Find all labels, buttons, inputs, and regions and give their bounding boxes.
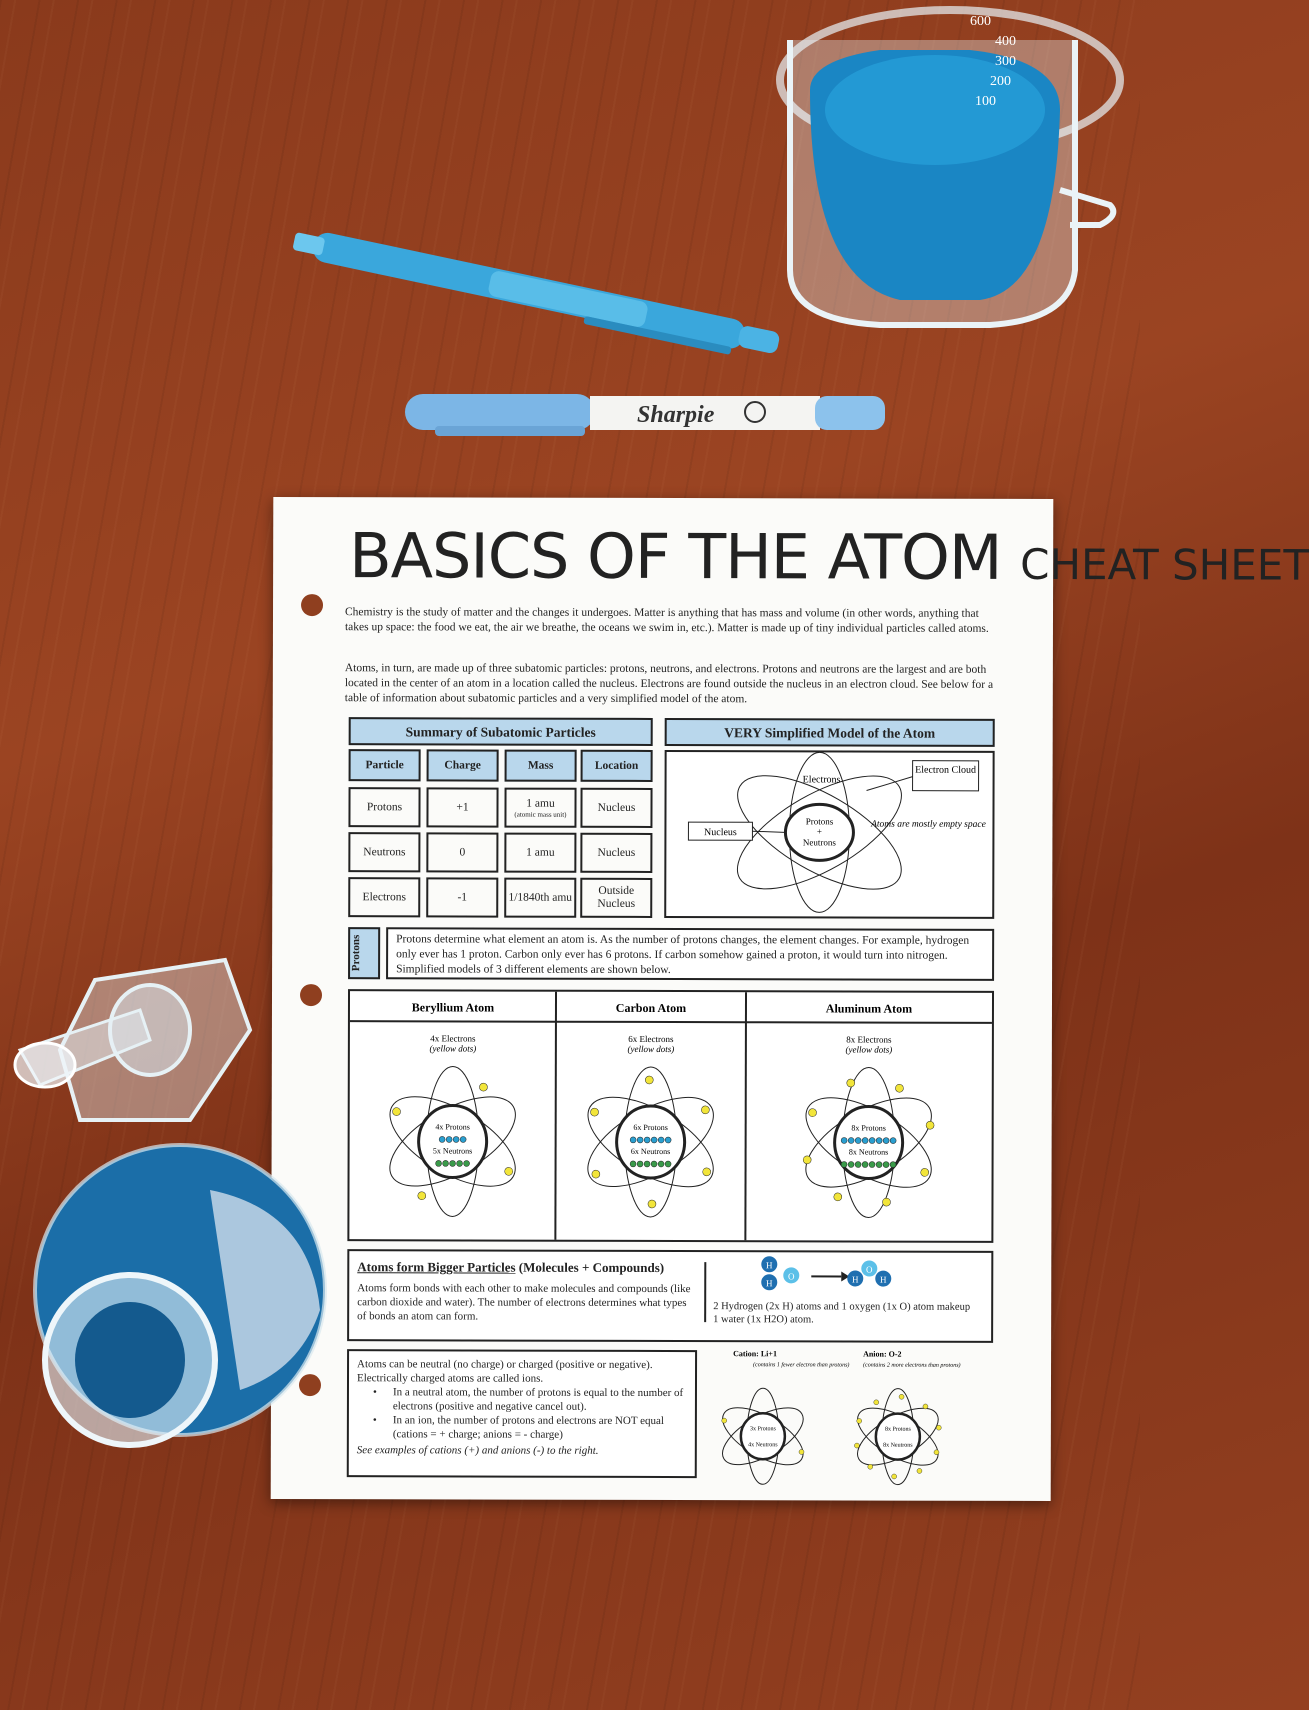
svg-text:H: H [765,1278,773,1289]
electron-dot [921,1168,929,1176]
anion-note: (contains 2 more electrons than protons) [863,1362,961,1369]
proton-dot [890,1138,896,1144]
cell-charge: +1 [426,787,498,827]
cation-label: Cation: Li+1 [733,1349,777,1359]
ions-bullet: • In an ion, the number of protons and electrons are NOT equal (cations = + charge; anions = - charge) [372,1414,664,1441]
proton-dot [637,1137,643,1143]
mass-note: (atomic mass unit) [514,810,567,819]
proton-dot [841,1137,847,1143]
element-neutrons: 5x Neutrons [432,1146,473,1156]
neutron-dot [630,1161,636,1167]
cell-location: Nucleus [580,788,652,828]
cell-mass: 1 amu (atomic mass unit) [504,788,576,828]
model-center-protons: Protons [805,816,834,827]
protons-text: Protons determine what element an atom is. As the number of protons changes, the element changes. For example, hydrogen only ever has 1 proton. Carbon only ever has 6 protons. If carbon somehow gained a proton, it would turn into nitrogen. Simplified models of 3 different elements are shown below. [386,927,994,981]
col-particle: Particle [349,749,421,781]
neutron-dot [841,1161,847,1167]
element-electrons: 6x Electrons [628,1033,674,1045]
svg-text:H: H [852,1274,859,1285]
electron-dot [722,1418,727,1423]
svg-text:H: H [766,1260,773,1271]
cell-particle: Electrons [348,877,420,917]
element-0 [349,1000,556,1217]
element-protons: 8x Protons [851,1123,886,1133]
model-electrons-label: Electrons [802,774,841,786]
proton-dot [644,1137,650,1143]
electron-dot [857,1418,862,1423]
electron-dot [701,1106,709,1114]
ions-intro: Atoms can be neutral (no charge) or charged (positive or negative). Electrically charged atoms are called ions. [356,1358,653,1385]
cell-charge: 0 [426,832,498,872]
proton-dot [460,1136,466,1142]
ion-neutrons: 4x Neutrons [748,1442,778,1449]
proton-dot [848,1137,854,1143]
element-dots-note: (yellow dots) [429,1043,477,1054]
molecules-subtitle: (Molecules + Compounds) [518,1259,665,1276]
model-center-plus: + [816,826,822,837]
element-electrons: 4x Electrons [430,1033,476,1044]
ions-panel [347,1349,697,1478]
sharpie-logo: Sharpie [637,402,715,428]
electron-dot [868,1464,873,1469]
neutron-dot [890,1162,896,1168]
element-1 [555,992,746,1240]
element-name: Carbon Atom [615,1000,687,1016]
neutron-dot [464,1160,470,1166]
proton-dot [855,1138,861,1144]
electron-dot [645,1076,653,1084]
cation-note: (contains 1 fewer electron than protons) [753,1362,850,1369]
electron-dot [591,1108,599,1116]
proton-dot [651,1137,657,1143]
neutron-dot [658,1161,664,1167]
water-diagram [749,1254,899,1294]
ion-atom [849,1388,947,1484]
cell-mass: 1/1840th amu [504,878,576,918]
element-protons: 6x Protons [633,1122,668,1133]
svg-text:O: O [788,1271,795,1282]
neutron-dot [665,1161,671,1167]
element-electrons: 8x Electrons [846,1034,892,1045]
electron-dot [703,1168,711,1176]
element-dots-note: (yellow dots) [627,1043,675,1055]
protons-tab: Protons [348,927,380,979]
proton-dot [883,1138,889,1144]
electron-dot [834,1193,842,1201]
electron-dot [803,1156,811,1164]
neutron-dot [436,1160,442,1166]
model-center-neutrons: Neutrons [802,837,836,848]
blue-pen [295,218,825,368]
water-caption: 2 Hydrogen (2x H) atoms and 1 oxygen (1x O) atom makeup 1 water (1x H2O) atom. [713,1301,971,1326]
molecules-panel [347,1249,993,1343]
neutron-dot [869,1162,875,1168]
col-mass: Mass [505,750,577,782]
electron-dot [592,1170,600,1178]
cell-charge: -1 [426,877,498,917]
neutron-dot [637,1161,643,1167]
element-dots-note: (yellow dots) [845,1044,893,1055]
electron-dot [892,1474,897,1479]
elements-panel [347,989,994,1243]
neutron-dot [443,1160,449,1166]
punch-hole [301,594,323,616]
proton-dot [446,1136,452,1142]
model-title: VERY Simplified Model of the Atom [665,718,995,747]
ions-diagrams [703,1344,1003,1495]
proton-dot [630,1137,636,1143]
neutron-dot [855,1162,861,1168]
electron-dot [895,1084,903,1092]
proton-dot [876,1138,882,1144]
cell-particle: Neutrons [348,832,420,872]
model-note: Atoms are mostly empty space [871,819,986,830]
neutron-dot [848,1161,854,1167]
cheat-sheet [271,497,1309,1501]
ion-protons: 3x Protons [749,1426,776,1433]
model-cloud-label: Electron Cloud [915,764,977,776]
ion-protons: 8x Protons [884,1426,911,1433]
col-location: Location [581,750,653,782]
electron-dot [393,1108,401,1116]
cell-location: Outside Nucleus [580,878,652,918]
neutron-dot [876,1162,882,1168]
ions-bullet: • In a neutral atom, the number of protons is equal to the number of electrons (positive and negative cancel out). [372,1386,684,1413]
electron-dot [799,1449,804,1454]
electron-dot [847,1079,855,1087]
atoms-paragraph: Atoms, in turn, are made up of three subatomic particles: protons, neutrons, and electrons. Protons and neutrons are the largest and are both located in the center of an atom in a location called the nucleus. Electrons are found outside the nucleus in an electron cloud. See below for a table of information about subatomic particles and a very simplified model of the atom. [344,662,994,706]
electron-dot [882,1198,890,1206]
neutron-dot [450,1160,456,1166]
neutron-dot [651,1161,657,1167]
sheet-title: BASICS OF THE ATOM CHEAT SHEET [349,519,1309,594]
sharpie-marker [405,390,915,450]
svg-text:O: O [866,1264,873,1275]
ion-atom [714,1388,812,1484]
anion-label: Anion: O-2 [863,1349,902,1359]
table-title: Summary of Subatomic Particles [349,717,653,746]
proton-dot [658,1137,664,1143]
electron-dot [934,1450,939,1455]
electron-dot [418,1192,426,1200]
electron-dot [923,1404,928,1409]
proton-dot [453,1136,459,1142]
svg-text:300: 300 [995,54,1016,69]
element-neutrons: 6x Neutrons [630,1146,671,1157]
proton-dot [439,1136,445,1142]
electron-dot [854,1443,859,1448]
neutron-dot [883,1162,889,1168]
svg-text:600: 600 [970,14,991,29]
cell-mass: 1 amu [504,833,576,873]
electron-dot [936,1425,941,1430]
cell-location: Nucleus [580,833,652,873]
electron-dot [874,1400,879,1405]
molecules-text: Atoms form bonds with each other to make molecules and compounds (like carbon dioxide and water). The number of electrons determines what types of bonds an atom can form. [357,1282,691,1323]
col-charge: Charge [427,749,499,781]
svg-text:200: 200 [990,74,1011,89]
element-protons: 4x Protons [435,1122,470,1132]
divider [704,1262,706,1322]
atom-model-diagram [664,750,994,919]
svg-text:100: 100 [975,94,996,109]
cell-particle: Protons [348,787,420,827]
electron-dot [899,1394,904,1399]
electron-dot [926,1121,934,1129]
proton-dot [869,1138,875,1144]
proton-dot [665,1137,671,1143]
element-neutrons: 8x Neutrons [848,1147,889,1157]
model-nucleus-label: Nucleus [704,827,737,839]
electron-dot [648,1200,656,1208]
electron-dot [809,1109,817,1117]
intro-paragraph: Chemistry is the study of matter and the changes it undergoes. Matter is anything that has mass and volume (in other words, anything that takes up space: the food we eat, the air we breathe, the oceans we swim in, etc.). Matter is made up of tiny individual particles called atoms. [344,606,989,635]
element-2 [745,992,992,1241]
flask [0,950,330,1470]
svg-text:400: 400 [995,34,1016,49]
beaker [770,0,1140,340]
ion-neutrons: 8x Neutrons [883,1442,913,1449]
molecules-title: Atoms form Bigger Particles [357,1259,516,1275]
neutron-dot [862,1162,868,1168]
sheet-subtitle: CHEAT SHEET [1020,539,1309,590]
element-name: Beryllium Atom [411,1000,495,1015]
electron-dot [505,1167,513,1175]
neutron-dot [457,1160,463,1166]
element-name: Aluminum Atom [825,1001,913,1016]
svg-text:H: H [880,1274,887,1285]
electron-dot [917,1468,922,1473]
neutron-dot [644,1161,650,1167]
ions-note: See examples of cations (+) and anions (-) to the right. [356,1444,599,1457]
proton-dot [862,1138,868,1144]
electron-dot [479,1083,487,1091]
